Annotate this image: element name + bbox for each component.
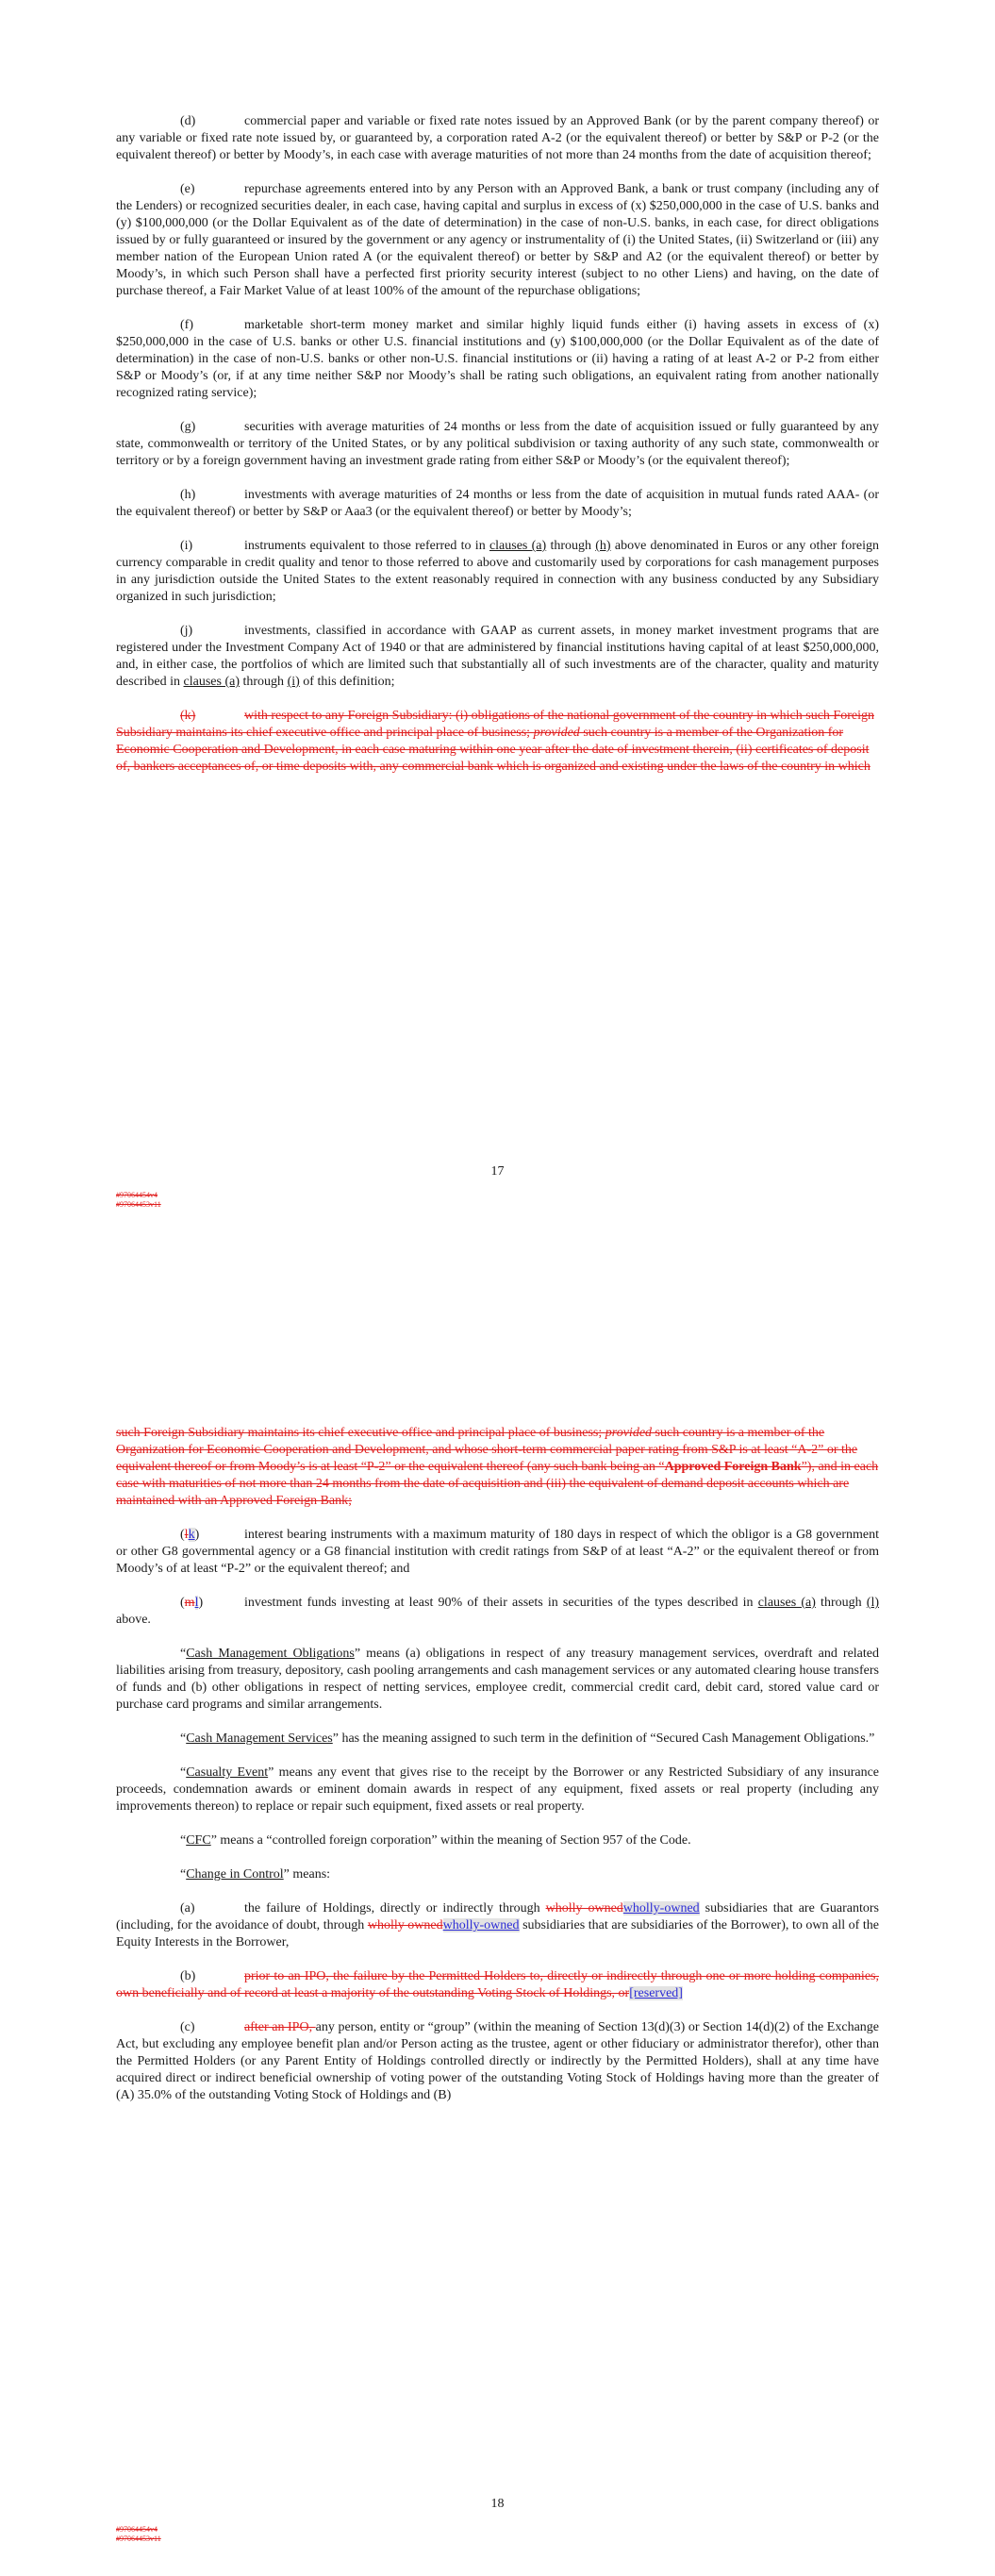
definition-casualty-event <box>116 1765 879 1815</box>
deleted-letter: l <box>184 1528 189 1542</box>
clause-text: above. <box>116 1613 151 1627</box>
quote-mark: “ <box>180 1765 187 1780</box>
paren: ) <box>198 1596 204 1610</box>
deleted-text-italic: provided <box>533 726 580 740</box>
clause-text: through <box>546 539 596 553</box>
clause-number: (g) <box>180 420 196 434</box>
clause-text: interest bearing instruments with a maximum maturity of 180 days in respect of which the obligor is a G8 government or other G8 governmental agency or a G8 financial institution with credit ratings from S&P of at least “A-2” or the equivalent thereof or from Moody’s of at least “P-2” or the equivalent thereof; and <box>116 1528 879 1576</box>
definition-text: ” means (a) obligations in respect of any treasury management services, overdraft and related liabilities arising from treasury, depository, cash pooling arrangements and cash management services or any automated clearing house transfers of funds and (b) other obligations in respect of netting services, employee credit, commercial credit card, debit card, stored value card or purchase card programs and similar arrangements. <box>116 1647 879 1712</box>
inserted-text: wholly-owned <box>442 1918 520 1932</box>
quote-mark: “ <box>180 1833 187 1848</box>
clause-text: commercial paper and variable or fixed rate notes issued by an Approved Bank (or by the parent company thereof) or any variable or fixed rate note issued by, or guaranteed by, a corporation rated A-2 (or the equivalent thereof) or better by S&P or P-2 (or the equivalent thereof) or better by Moody’s, in each case with average maturities of not more than 24 months from the date of acquisition thereof; <box>116 114 879 162</box>
deleted-letter: m <box>184 1596 195 1610</box>
paragraph-g <box>116 419 879 470</box>
defined-term: CFC <box>186 1833 211 1848</box>
clause-reference: clauses (a) <box>489 539 547 553</box>
paragraph-i <box>116 538 879 606</box>
definition-text: ” has the meaning assigned to such term in the definition of “Secured Cash Management Obligations.” <box>332 1731 875 1746</box>
clause-reference: (i) <box>287 675 300 689</box>
clause-text: above denominated in Euros or any other foreign currency comparable in credit quality and tenor to those referred to above and customarily used by corporations for cash management purposes in any jurisdiction outside the United States to the extent reasonably required in connection with any business conducted by any Subsidiary organized in such jurisdiction; <box>116 539 880 604</box>
clause-text: marketable short-term money market and similar highly liquid funds either (i) having assets in excess of (x) $250,000,000 in the case of U.S. banks or other U.S. financial institutions and (y) $100,000,000 (or the Dollar Equivalent as of the date of determination) in the case of non-U.S. banks or other non-U.S. financial institutions or (ii) having a rating of at least A-2 or P-2 from either S&P or Moody’s (or, if at any time neither S&P nor Moody’s shall be rating such obligations, an equivalent rating from another nationally recognized rating service); <box>116 318 879 400</box>
deleted-defined-term: Approved Foreign Bank <box>664 1460 802 1474</box>
inserted-text: [reserved] <box>629 1986 683 2000</box>
clause-text: investments, classified in accordance with GAAP as current assets, in money market investment programs that are registered under the Investment Company Act of 1940 or that are administered by financial institutions having capital of at least $250,000,000, and, in either case, the portfolios of which are limited such that substantially all of such investments are of the character, quality and maturity described in <box>116 624 879 689</box>
deleted-text: prior to an IPO, the failure by the Permitted Holders to, directly or indirectly through one or more holding companies, own beneficially and of record at least a majority of the outstanding Voting Stock of Holdings, or <box>116 1969 879 2000</box>
paragraph-change-in-control-a <box>116 1900 879 1951</box>
definition-text: ” means any event that gives rise to the receipt by the Borrower or any Restricted Subsidiary of any insurance proceeds, condemnation awards or eminent domain awards in respect of any equipment, fixed assets or real property (including any improvements thereon) to replace or repair such equipment, fixed assets or real property. <box>116 1765 879 1814</box>
definition-cash-management-obligations <box>116 1646 879 1714</box>
paragraph-m <box>116 1595 879 1629</box>
inserted-letter: l <box>194 1596 199 1610</box>
clause-number: (e) <box>180 182 195 196</box>
clause-number: (j) <box>180 624 193 638</box>
definition-text: ” means a “controlled foreign corporation” within the meaning of Section 957 of the Code. <box>210 1833 691 1848</box>
deleted-text: ”), and in each case with maturities of not more than 24 months from the date of acquisition and (iii) the equivalent of demand deposit accounts which are maintained with an Approved Foreign Bank; <box>116 1460 879 1508</box>
footer-doc-id: #97064453v11 <box>116 2534 161 2543</box>
paragraph-f <box>116 317 879 402</box>
paren: ) <box>194 1528 200 1542</box>
clause-reference: (h) <box>595 539 611 553</box>
clause-reference: clauses (a) <box>757 1596 816 1610</box>
quote-mark: “ <box>180 1647 187 1661</box>
definition-cash-management-services <box>116 1731 879 1748</box>
clause-text: of this definition; <box>299 675 395 689</box>
deleted-text: wholly owned <box>545 1901 623 1915</box>
deleted-text: with respect to any Foreign Subsidiary: (i) obligations of the national government of the country in which such Foreign Subsidiary maintains its chief executive office and principal place of business; <box>116 709 874 740</box>
defined-term: Casualty Event <box>186 1765 269 1780</box>
clause-reference: clauses (a) <box>183 675 240 689</box>
page-17 <box>0 0 995 1236</box>
quote-mark: “ <box>180 1731 187 1746</box>
clause-text: investment funds investing at least 90% of their assets in securities of the types described in <box>244 1596 758 1610</box>
paragraph-h <box>116 487 879 521</box>
definition-cfc <box>116 1832 879 1849</box>
deleted-text: after an IPO, <box>244 2020 316 2034</box>
paragraph-l <box>116 1527 879 1578</box>
clause-text: through <box>815 1596 867 1610</box>
paragraph-e <box>116 181 879 300</box>
defined-term: Change in Control <box>186 1867 284 1882</box>
quote-mark: “ <box>180 1867 187 1882</box>
clause-reference: (l) <box>866 1596 879 1610</box>
clause-number: (d) <box>180 114 196 128</box>
clause-text: through <box>240 675 288 689</box>
deleted-text: such Foreign Subsidiary maintains its chief executive office and principal place of business; <box>116 1426 605 1440</box>
clause-number <box>180 1527 244 1544</box>
deleted-text-italic: provided <box>605 1426 653 1440</box>
inserted-text: wholly-owned <box>622 1901 700 1915</box>
paragraph-k-deleted <box>116 708 879 776</box>
paren: ( <box>180 1528 185 1542</box>
definition-text: ” means: <box>283 1867 331 1882</box>
footer-doc-id: #97064453v11 <box>116 1200 161 1209</box>
deleted-text: such country is a member of the Organization for Economic Cooperation and Development, in each case maturing within one year after the date of investment therein, (ii) certificates of deposit of, bankers acceptances of, or time deposits with, any commercial bank which is organized and existing under the laws of the country in which <box>116 726 871 774</box>
page-number: 18 <box>490 2497 505 2511</box>
clause-number: (i) <box>180 539 193 553</box>
footer-doc-id: #97064454v4 <box>116 2525 158 2534</box>
page-number: 17 <box>490 1164 505 1179</box>
paren: ( <box>180 1596 185 1610</box>
clause-text: repurchase agreements entered into by any Person with an Approved Bank, a bank or trust company (including any of the Lenders) or recognized securities dealer, in each case, having capital and surplus in excess of (x) $250,000,000 in the case of U.S. banks and (y) $100,000,000 (or the Dollar Equivalent as of the date of determination) in the case of non-U.S. banks, in each case, for direct obligations issued by or fully guaranteed or insured by the government or any agency or instrumentality of (i) the United States, (ii) Switzerland or (iii) any member nation of the European Union rated A (or the equivalent thereof) or better by S&P and A2 (or the equivalent thereof) or better by Moody’s, in which such Person shall have a perfected first priority security interest (subject to no other Liens) and having, on the date of purchase thereof, a Fair Market Value of at least 100% of the amount of the repurchase obligations; <box>116 182 879 298</box>
clause-text: any person, entity or “group” (within the meaning of Section 13(d)(3) or Section 14(d)(2) of the Exchange Act, but excluding any employee benefit plan and/or Person acting as the trustee, agent or other fiduciary or administrator therefor), other than the Permitted Holders (or any Parent Entity of Holdings controlled directly or indirectly by the Permitted Holders), shall at any time have acquired direct or indirect beneficial ownership of voting power of the outstanding Voting Stock of Holdings having more than the greater of (A) 35.0% of the outstanding Voting Stock of Holdings and (B) <box>116 2020 879 2102</box>
footer-doc-id: #97064454v4 <box>116 1191 158 1199</box>
clause-number <box>180 1595 244 1612</box>
paragraph-change-in-control-b <box>116 1968 879 2002</box>
deleted-text: such country is a member of the Organization for Economic Cooperation and Development, and whose short-term commercial paper rating from S&P is at least “A-2” or the equivalent thereof or from Moody’s is at least “P-2” or the equivalent thereof (any such bank being an “ <box>116 1426 858 1474</box>
clause-text: investments with average maturities of 24 months or less from the date of acquisition in mutual funds rated AAA- (or the equivalent thereof) or better by S&P or Aaa3 (or the equivalent thereof) or better by Moody’s; <box>116 488 879 519</box>
paragraph-k-continued-deleted <box>116 1425 879 1510</box>
clause-text: securities with average maturities of 24 months or less from the date of acquisition issued or fully guaranteed by any state, commonwealth or territory of the United States, or by any political subdivision or taxing authority of any such state, commonwealth or territory or by a foreign government having an investment grade rating from either S&P or Moody’s (or the equivalent thereof); <box>116 420 879 468</box>
document-footer <box>116 2525 161 2544</box>
clause-text: subsidiaries that are Guarantors (including, for the avoidance of doubt, through <box>116 1901 879 1932</box>
document-footer <box>116 1191 161 1210</box>
paragraph-change-in-control-c <box>116 2019 879 2104</box>
clause-number: (c) <box>180 2020 195 2034</box>
clause-text: the failure of Holdings, directly or indirectly through <box>244 1901 546 1915</box>
paragraph-d <box>116 113 879 164</box>
page-18 <box>0 1349 995 2576</box>
defined-term: Cash Management Obligations <box>186 1647 355 1661</box>
clause-text: instruments equivalent to those referred to in <box>244 539 489 553</box>
clause-text: subsidiaries that are subsidiaries of the Borrower), to own all of the Equity Interests in the Borrower, <box>116 1918 880 1949</box>
paragraph-j <box>116 623 879 691</box>
clause-number: (f) <box>180 318 193 332</box>
deleted-text: wholly owned <box>367 1918 443 1932</box>
defined-term: Cash Management Services <box>186 1731 333 1746</box>
clause-number: (k) <box>180 709 196 723</box>
clause-number: (h) <box>180 488 196 502</box>
inserted-letter: k <box>188 1528 195 1542</box>
definition-change-in-control <box>116 1866 879 1883</box>
clause-number: (b) <box>180 1969 196 1983</box>
clause-number: (a) <box>180 1901 195 1915</box>
